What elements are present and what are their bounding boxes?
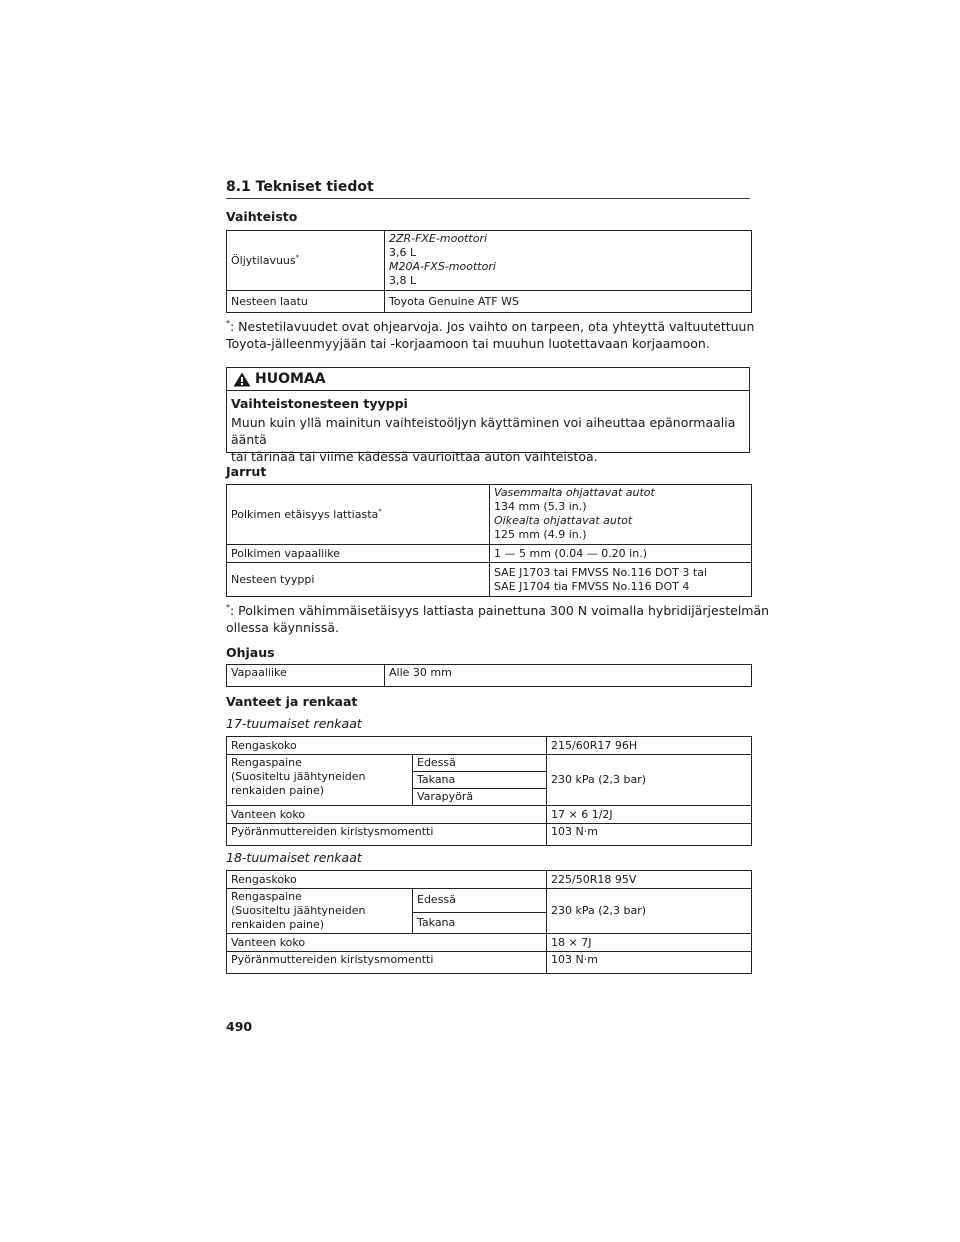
rim-size-value: 17 × 6 1/2J [547,806,752,824]
header-divider [226,198,750,199]
tire-pressure-label: Rengaspaine (Suositeltu jäähtyneiden renkaiden paine) [227,755,413,806]
oil-capacity-label: Öljytilavuus* [227,231,385,291]
front-label: Edessä [413,755,547,772]
lug-nut-torque-value: 103 N·m [547,824,752,846]
tire-size-value: 215/60R17 96H [547,737,752,755]
tire-pressure-value: 230 kPa (2,3 bar) [547,755,752,806]
lug-nut-torque-value: 103 N·m [547,952,752,974]
tire-size-value: 225/50R18 95V [547,871,752,889]
brakes-footnote: *: Polkimen vähimmäisetäisyys lattiasta painettuna 300 N voimalla hybridijärjestelmän ollessa käynnissä. [226,602,770,635]
caution-header [227,368,749,391]
spare-label: Varapyörä [413,789,547,806]
rear-label: Takana [413,912,547,933]
oil-capacity-value: 2ZR-FXE-moottori 3,6 L M20A-FXS-moottori 3,8 L [385,231,752,291]
brakes-table [226,484,752,597]
rear-label: Takana [413,772,547,789]
caution-title: Vaihteistonesteen tyyppi [231,396,408,411]
tires-18-subtitle: 18-tuumaiset renkaat [226,850,362,865]
lug-nut-torque-label: Pyöränmuttereiden kiristysmomentti [227,952,547,974]
lug-nut-torque-label: Pyöränmuttereiden kiristysmomentti [227,824,547,846]
rim-size-value: 18 × 7J [547,934,752,952]
fluid-type-label: Nesteen laatu [227,291,385,313]
tire-pressure-value: 230 kPa (2,3 bar) [547,889,752,934]
warning-triangle-icon [233,372,251,387]
caution-text: Muun kuin yllä mainitun vaihteistoöljyn käyttäminen voi aiheuttaa epänormaalia ääntä tai tärinää tai viime kädessä vaurioittaa auton vaihteistoa. [231,415,736,464]
section-title: 8.1 Tekniset tiedot [226,179,374,195]
pedal-play-value: 1 — 5 mm (0.04 — 0.20 in.) [490,545,752,563]
transmission-footnote: *: Nestetilavuudet ovat ohjearvoja. Jos vaihto on tarpeen, ota yhteyttä valtuutettuun Toyota-jälleenmyyjään tai -korjaamoon tai muuhun luotettavaan korjaamoon. [226,318,755,351]
caution-box [226,367,750,464]
front-label: Edessä [413,889,547,913]
tire-size-label: Rengaskoko [227,737,547,755]
caution-label: HUOMAA [255,371,326,387]
steering-play-value: Alle 30 mm [385,665,752,687]
pedal-play-label: Polkimen vapaaliike [227,545,490,563]
steering-play-label: Vapaaliike [227,665,385,687]
pedal-clearance-label: Polkimen etäisyys lattiasta* [227,485,490,545]
brakes-heading: Jarrut [226,464,267,479]
rim-size-label: Vanteen koko [227,934,547,952]
steering-table [226,664,752,687]
transmission-heading: Vaihteisto [226,209,298,224]
fluid-type-value: Toyota Genuine ATF WS [385,291,752,313]
pedal-clearance-value: Vasemmalta ohjattavat autot 134 mm (5.3 in.) Oikealta ohjattavat autot 125 mm (4.9 in.) [490,485,752,545]
rim-size-label: Vanteen koko [227,806,547,824]
tires-17-table [226,736,752,846]
brake-fluid-label: Nesteen tyyppi [227,563,490,597]
page-number: 490 [226,1019,253,1034]
brake-fluid-value: SAE J1703 tai FMVSS No.116 DOT 3 tai SAE J1704 tia FMVSS No.116 DOT 4 [490,563,752,597]
tire-pressure-label: Rengaspaine (Suositeltu jäähtyneiden renkaiden paine) [227,889,413,934]
tires-18-table [226,870,752,974]
transmission-table [226,230,752,313]
wheels-tires-heading: Vanteet ja renkaat [226,694,358,709]
steering-heading: Ohjaus [226,645,275,660]
tire-size-label: Rengaskoko [227,871,547,889]
tires-17-subtitle: 17-tuumaiset renkaat [226,716,362,731]
